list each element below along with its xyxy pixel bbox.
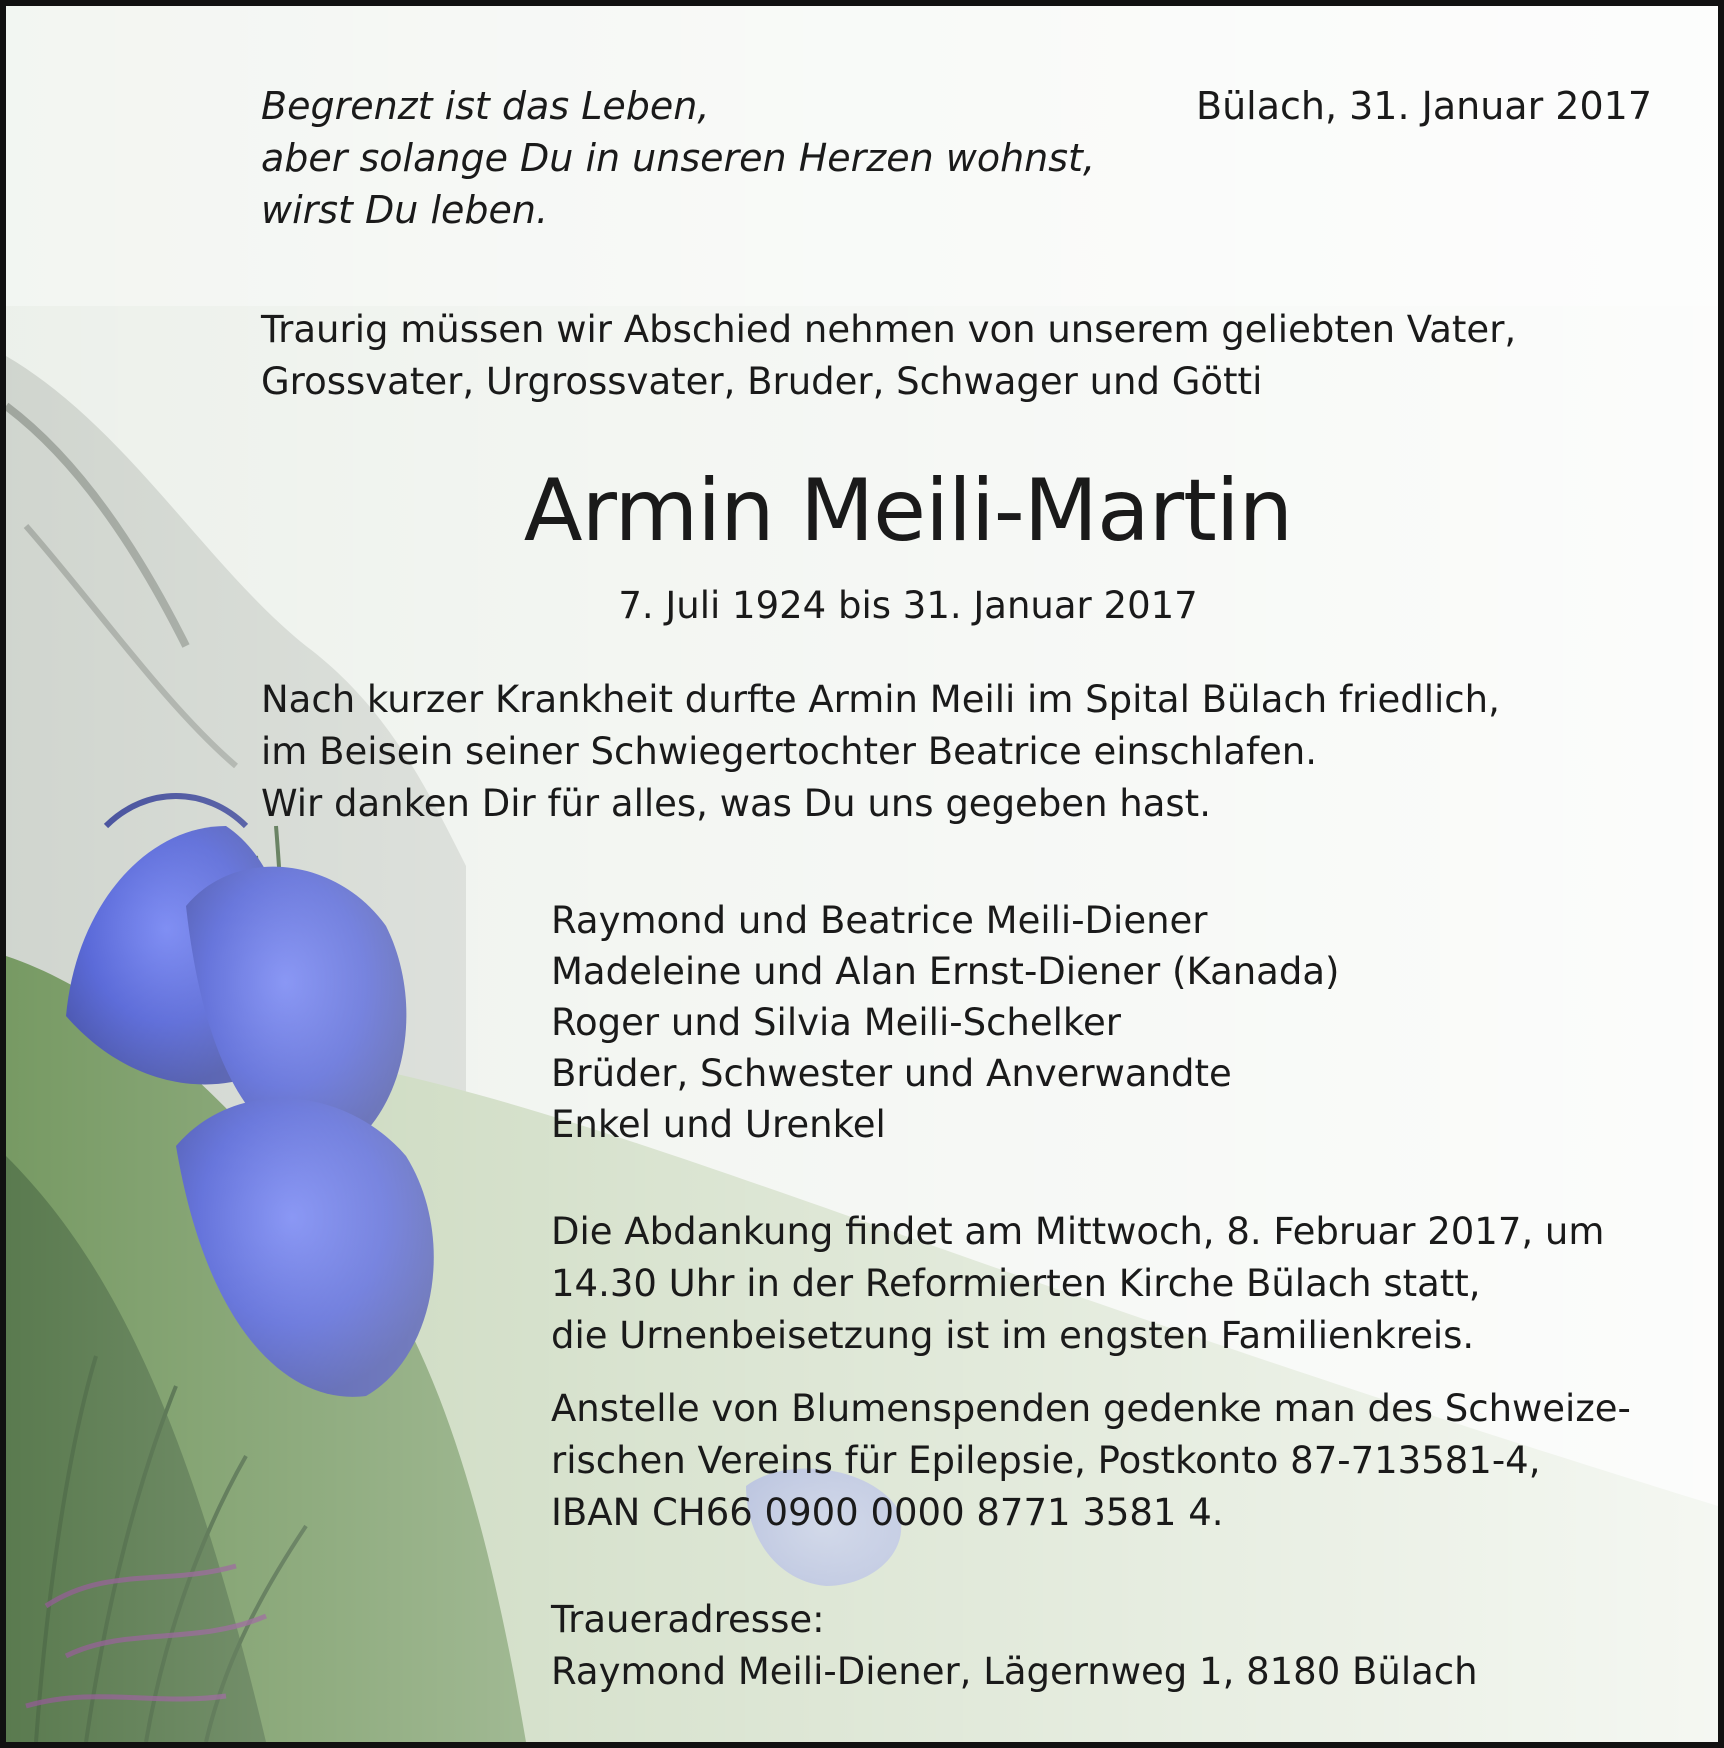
address-value: Raymond Meili-Diener, Lägernweg 1, 8180 Bülach — [551, 1650, 1478, 1693]
intro-line: Grossvater, Urgrossvater, Bruder, Schwager und Götti — [261, 360, 1263, 403]
mourning-address — [551, 1594, 1478, 1698]
message-line: Wir danken Dir für alles, was Du uns gegeben hast. — [261, 782, 1211, 825]
intro-line: Traurig müssen wir Abschied nehmen von unserem geliebten Vater, — [261, 308, 1517, 351]
mourner-entry: Raymond und Beatrice Meili-Diener — [551, 899, 1208, 942]
message-line: im Beisein seiner Schwiegertochter Beatrice einschlafen. — [261, 730, 1317, 773]
mourner-entry: Enkel und Urenkel — [551, 1103, 886, 1146]
mourners-list — [551, 895, 1339, 1150]
donation-info — [551, 1383, 1631, 1539]
donation-line: IBAN CH66 0900 0000 8771 3581 4. — [551, 1491, 1224, 1534]
service-info — [551, 1206, 1604, 1362]
life-dates: 7. Juli 1924 bis 31. Januar 2017 — [618, 584, 1198, 627]
mourner-entry: Roger und Silvia Meili-Schelker — [551, 1001, 1121, 1044]
message-line: Nach kurzer Krankheit durfte Armin Meili im Spital Bülach friedlich, — [261, 678, 1500, 721]
deceased-name: Armin Meili-Martin — [523, 461, 1293, 561]
address-label: Traueradresse: — [551, 1598, 825, 1641]
place-date: Bülach, 31. Januar 2017 — [1196, 84, 1652, 128]
donation-line: rischen Vereins für Epilepsie, Postkonto 87-713581-4, — [551, 1439, 1541, 1482]
intro-text — [261, 304, 1516, 408]
mourner-entry: Brüder, Schwester und Anverwandte — [551, 1052, 1232, 1095]
motto-line: Begrenzt ist das Leben, — [261, 84, 710, 128]
motto-quote — [261, 80, 1095, 236]
motto-line: aber solange Du in unseren Herzen wohnst, — [261, 136, 1096, 180]
service-line: 14.30 Uhr in der Reformierten Kirche Bülach statt, — [551, 1262, 1481, 1305]
message-text — [261, 674, 1500, 830]
service-line: Die Abdankung findet am Mittwoch, 8. Februar 2017, um — [551, 1210, 1605, 1253]
donation-line: Anstelle von Blumenspenden gedenke man des Schweize- — [551, 1387, 1631, 1430]
service-line: die Urnenbeisetzung ist im engsten Familienkreis. — [551, 1314, 1475, 1357]
mourner-entry: Madeleine und Alan Ernst-Diener (Kanada) — [551, 950, 1340, 993]
motto-line: wirst Du leben. — [261, 188, 549, 232]
